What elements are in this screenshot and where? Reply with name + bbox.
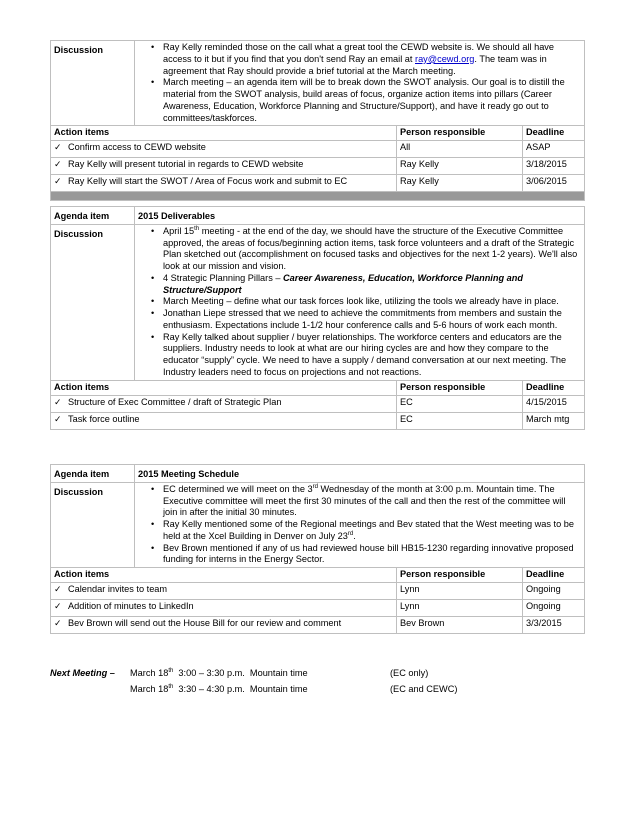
discussion-row	[51, 482, 585, 567]
action-items-header: Action items Person responsible Deadline	[51, 126, 585, 141]
discussion-bullet: • 4 Strategic Planning Pillars – Career Awareness, Education, Workforce Planning and Structure/Support	[163, 273, 581, 297]
action-item-row: ✓ Addition of minutes to LinkedIn Lynn Ongoing	[51, 600, 585, 617]
discussion-bullet: • EC determined we will meet on the 3rd Wednesday of the month at 3:00 p.m. Mountain time. The Executive committee will meet the first 30 minutes of the call and then the rest of the committee will join in after the initial 30 minutes.	[163, 484, 581, 519]
agenda-item-label: Agenda item	[51, 465, 135, 483]
next-meeting-attendees: (EC only)	[390, 668, 429, 678]
checkmark-icon: ✓	[54, 396, 62, 407]
email-link[interactable]: ray@cewd.org	[415, 53, 475, 64]
action-item-row: ✓ Bev Brown will send out the House Bill for our review and comment Bev Brown 3/3/2015	[51, 617, 585, 634]
discussion-bullet: • April 15th meeting - at the end of the day, we should have the structure of the Executive Committee approved, the areas of focus/beginning action items, task force volunteers and a draft of the Strategic Plan sketched out (accomplishment on focused tasks and objectives for the next 1-2 years). We'll also look at our mission and vision.	[163, 226, 581, 273]
agenda-item-row	[51, 207, 585, 225]
next-meeting	[50, 668, 590, 700]
section-2015-deliverables	[50, 206, 585, 430]
checkmark-icon: ✓	[54, 601, 62, 612]
section-2015-meeting-schedule	[50, 464, 585, 634]
action-item-row: ✓ Ray Kelly will start the SWOT / Area of Focus work and submit to EC Ray Kelly 3/06/2015	[51, 175, 585, 192]
agenda-item-label: Agenda item	[51, 207, 135, 225]
checkmark-icon: ✓	[54, 176, 62, 187]
section-cewd-website	[50, 40, 585, 201]
discussion-bullet: • Bev Brown mentioned if any of us had reviewed house bill HB15-1230 regarding innovative proposed funding for interns in the Energy Sector.	[163, 543, 581, 567]
action-item-row: ✓ Structure of Exec Committee / draft of Strategic Plan EC 4/15/2015	[51, 395, 585, 412]
action-items-header: Action items Person responsible Deadline	[51, 568, 585, 583]
discussion-bullet: • Ray Kelly reminded those on the call what a great tool the CEWD website is. We should all have access to it but if you find that you don't send Ray an email at ray@cewd.org. The team was in agreement that Ray should provide a brief tutorial at the March meeting.	[163, 42, 581, 77]
discussion-bullet: • Ray Kelly talked about supplier / buyer relationships. The workforce centers and educators are the suppliers. Industry needs to look at what are our hiring cycles are and how they compare to the educator “supply” cycle. We need to have a supply / demand conversation at our next meeting. The Industry leaders need to focus on projections and not reactions.	[163, 332, 581, 379]
discussion-row	[51, 41, 585, 126]
agenda-item-row	[51, 465, 585, 483]
checkmark-icon: ✓	[54, 584, 62, 595]
checkmark-icon: ✓	[54, 159, 62, 170]
checkmark-icon: ✓	[54, 142, 62, 153]
action-items-header: Action items Person responsible Deadline	[51, 380, 585, 395]
next-meeting-time: March 18th 3:00 – 3:30 p.m. Mountain time	[130, 668, 308, 679]
next-meeting-attendees: (EC and CEWC)	[390, 684, 458, 694]
next-meeting-time: March 18th 3:30 – 4:30 p.m. Mountain time	[130, 684, 308, 695]
discussion-row	[51, 224, 585, 380]
discussion-bullet: • March meeting – an agenda item will be to break down the SWOT analysis. Our goal is to distill the material from the SWOT analysis, build areas of focus, organize action items into pillars (Career Awareness, Education, Workforce Planning and Structure/Support), and have it ready go out to committees/taskforces.	[163, 77, 581, 124]
section-divider	[51, 192, 585, 201]
discussion-label: Discussion	[51, 482, 135, 567]
action-item-row: ✓ Task force outline EC March mtg	[51, 412, 585, 429]
next-meeting-label: Next Meeting –	[50, 668, 115, 678]
discussion-label: Discussion	[51, 41, 135, 126]
next-meeting-row	[50, 684, 590, 700]
discussion-bullet: • March Meeting – define what our task forces look like, utilizing the tools we already have in place.	[163, 296, 581, 308]
discussion-label: Discussion	[51, 224, 135, 380]
action-item-row: ✓ Confirm access to CEWD website All ASAP	[51, 141, 585, 158]
discussion-bullet: • Ray Kelly mentioned some of the Regional meetings and Bev stated that the West meeting was to be held at the Xcel Building in Denver on July 23rd.	[163, 519, 581, 543]
checkmark-icon: ✓	[54, 413, 62, 424]
discussion-bullet: • Jonathan Liepe stressed that we need to achieve the commitments from members and sustain the enthusiasm. Expectations include 1-1/2 hour conference calls and 5-6 hours of work each month.	[163, 308, 581, 332]
next-meeting-row	[50, 668, 590, 684]
checkmark-icon: ✓	[54, 618, 62, 629]
action-item-row: ✓ Ray Kelly will present tutorial in regards to CEWD website Ray Kelly 3/18/2015	[51, 158, 585, 175]
agenda-item-title: 2015 Meeting Schedule	[135, 465, 585, 483]
action-item-row: ✓ Calendar invites to team Lynn Ongoing	[51, 583, 585, 600]
agenda-item-title: 2015 Deliverables	[135, 207, 585, 225]
